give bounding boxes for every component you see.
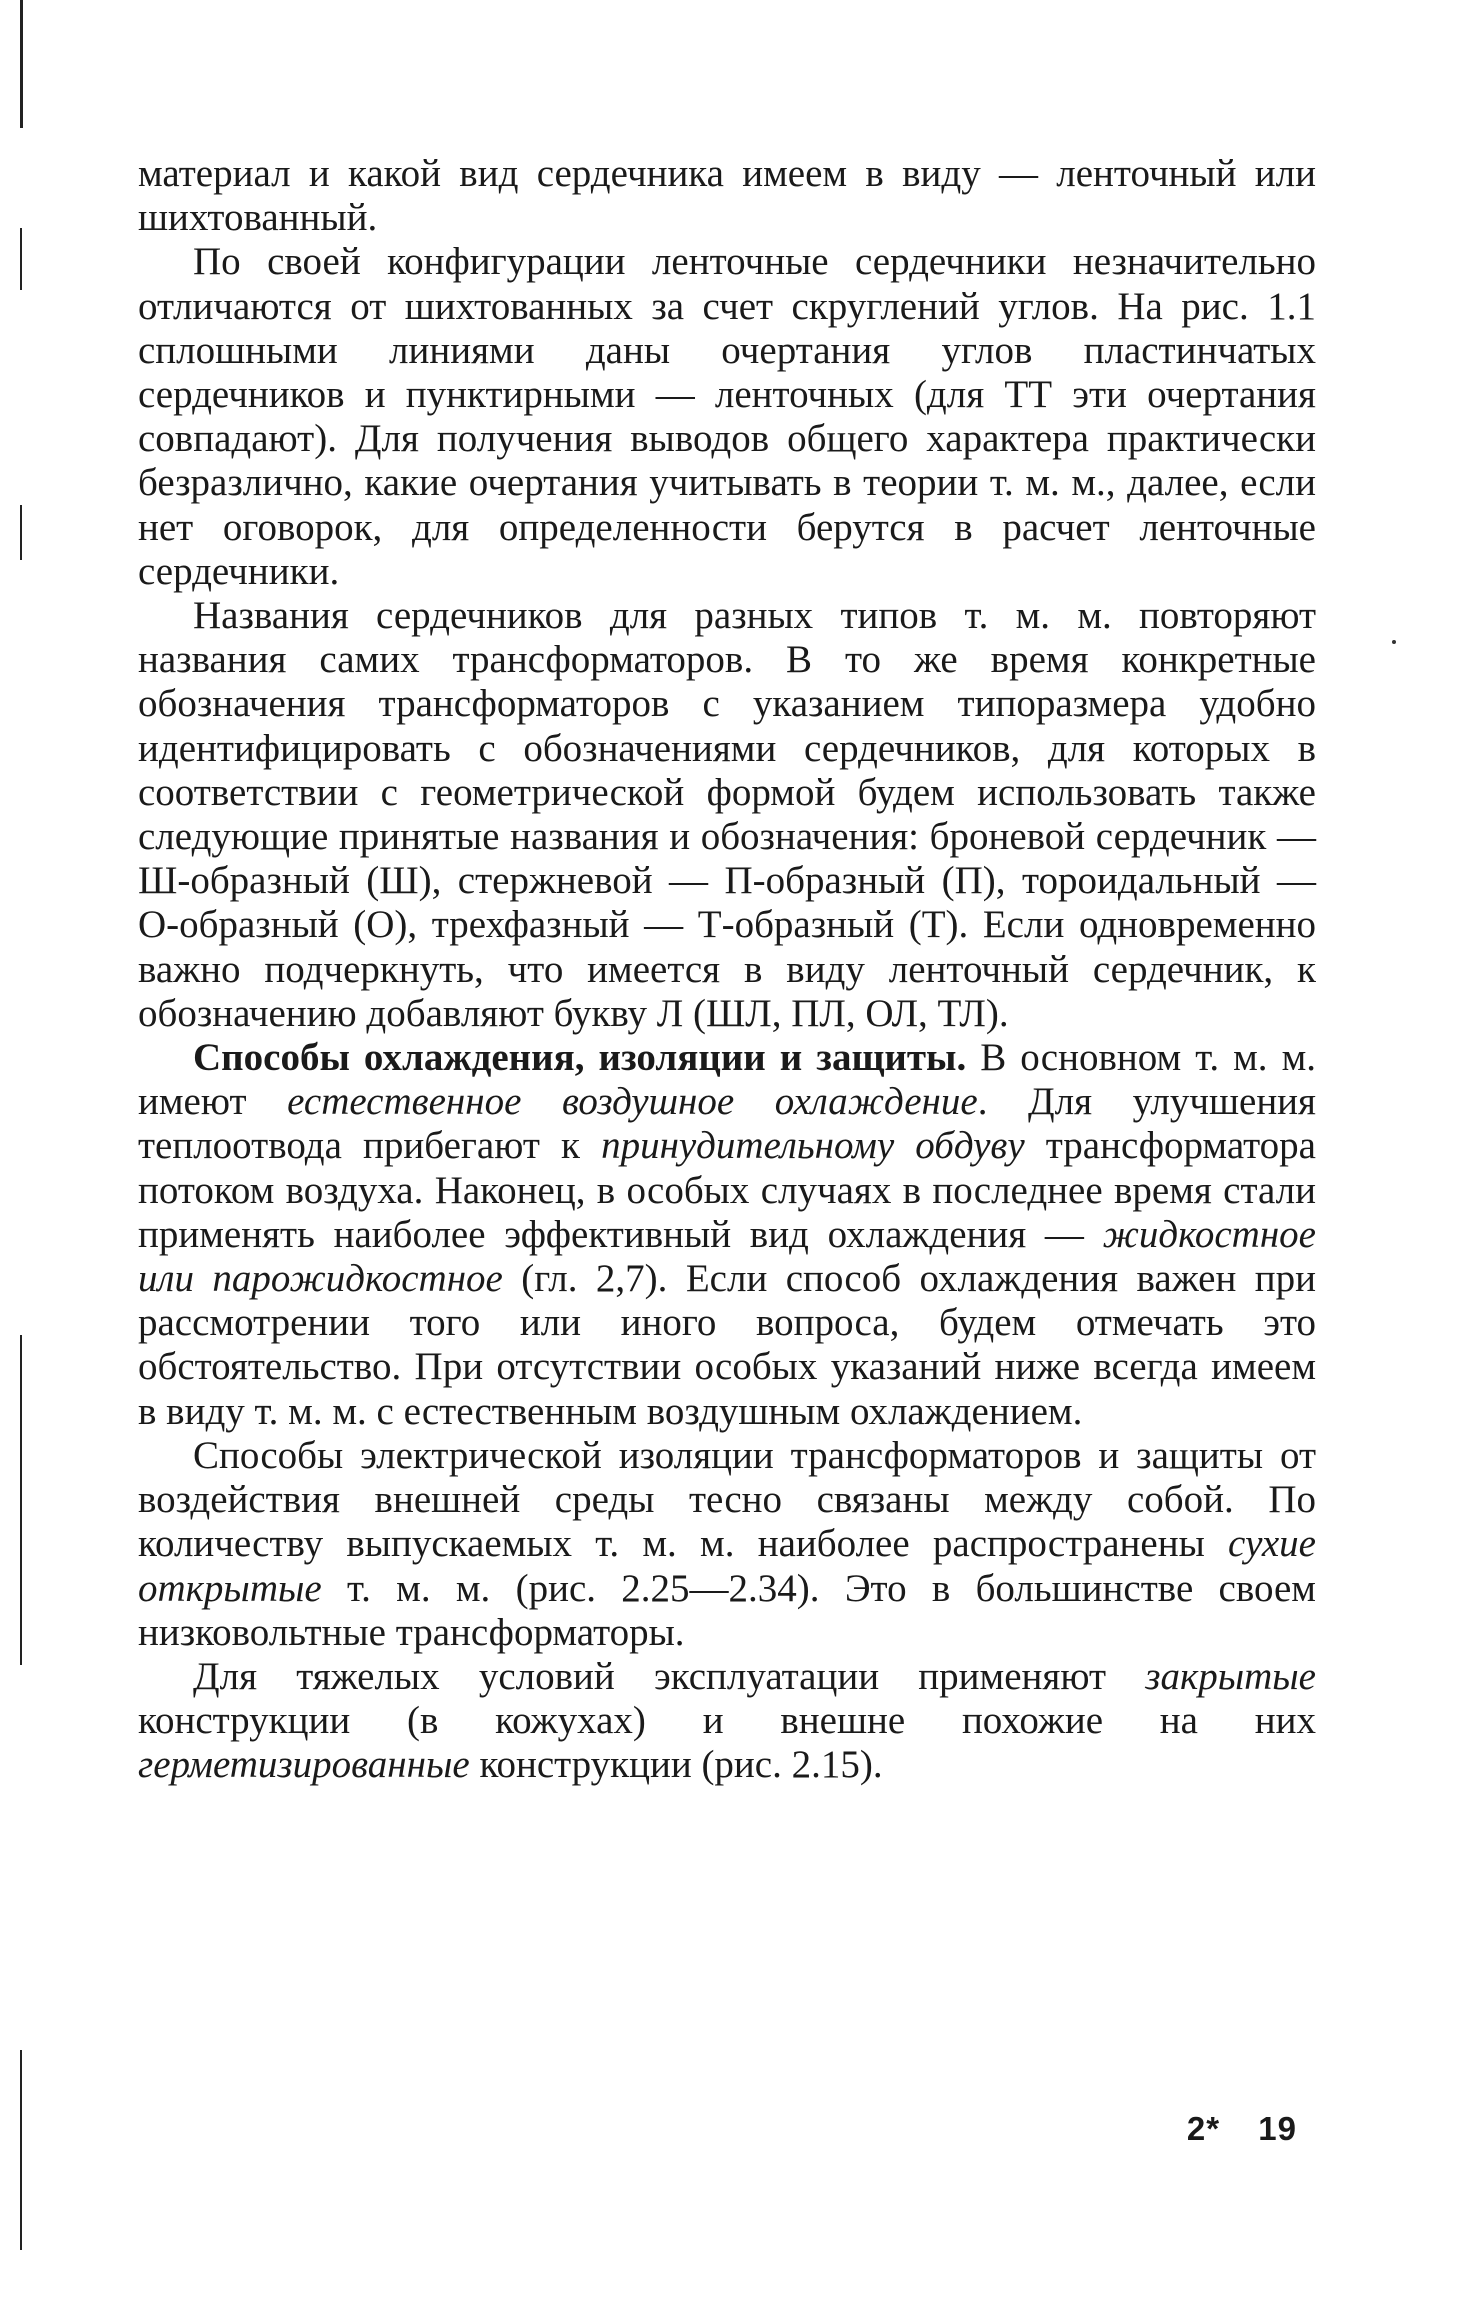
- run-text: По своей конфигурации ленточные сердечники незначительно отличаются от шихтованных за счет скруглений углов. На рис. 1.1 сплошными линиями даны очертания углов пластинчатых сердечников и пунктирными — ленточных (для ТТ эти очертания совпадают). Для получения выводов общего характера практически безразлично, какие очертания учитывать в теории т. м. м., далее, если нет оговорок, для определенности берутся в расчет ленточные сердечники.: [138, 240, 1316, 593]
- run-text: т. м. м. (рис. 2.25—2.34). Это в большинстве своем низковольтные трансформаторы.: [138, 1566, 1316, 1654]
- run-emphasis: принудительному обдуву: [601, 1124, 1025, 1168]
- page-folio: [1187, 2110, 1297, 2148]
- paragraph-harsh-conditions: [138, 1655, 1316, 1788]
- scan-edge-rule-bottom: [20, 1335, 22, 1665]
- page-number: 19: [1258, 2110, 1297, 2147]
- run-text: конструкции (рис. 2.15).: [469, 1743, 883, 1787]
- scan-edge-rule-mid: [20, 228, 22, 290]
- run-text: Для тяжелых условий эксплуатации применяют: [193, 1654, 1146, 1698]
- run-text: трансформатора потоком воздуха. Наконец, в особых случаях в последнее время стали применять наиболее эффективный вид охлаждения —: [138, 1124, 1316, 1256]
- paragraph-continuation: [138, 152, 1316, 240]
- run-text: . Для улучшения теплоотвода прибегают к: [138, 1080, 1316, 1168]
- scan-edge-rule-lower: [20, 505, 22, 560]
- run-emphasis: жидкостное или парожидкостное: [138, 1212, 1316, 1301]
- run-text: материал и какой вид сердечника имеем в виду — ленточный или шихтованный.: [138, 152, 1316, 240]
- paragraph-core-names: [138, 594, 1316, 1036]
- run-text: Способы электрической изоляции трансформаторов и защиты от воздействия внешней среды тесно связаны между собой. По количеству выпускаемых т. м. м. наиболее распространены: [138, 1433, 1316, 1566]
- run-text: Названия сердечников для разных типов т. м. м. повторяют названия самих трансформаторов. В то же время конкретные обозначения трансформаторов с указанием типоразмера удобно идентифицировать с обозначениями сердечников, для которых в соответствии с геометрической формой будем использовать также следующие принятые названия и обозначения: броневой сердечник — Ш-образный (Ш), стержневой — П-образный (П), тороидальный — О-образный (О), трехфазный — Т-образный (Т). Если одновременно важно подчеркнуть, что имеется в виду ленточный сердечник, к обозначению добавляют букву Л (ШЛ, ПЛ, ОЛ, ТЛ).: [138, 594, 1316, 1035]
- page-body: [138, 152, 1316, 1788]
- paragraph-cooling-methods: [138, 1036, 1316, 1434]
- scan-edge-rule-footer: [20, 2050, 22, 2250]
- run-text: В основном т. м. м. имеют: [138, 1036, 1316, 1124]
- paragraph-core-configuration: [138, 240, 1316, 594]
- scan-speck: [1392, 640, 1396, 644]
- scan-edge-rule-top: [20, 0, 23, 128]
- signature-mark: 2*: [1186, 2110, 1221, 2147]
- run-emphasis: герметизированные: [138, 1743, 470, 1787]
- paragraph-insulation: [138, 1434, 1316, 1655]
- run-text: конструкции (в кожухах) и внешне похожие на них: [138, 1699, 1316, 1743]
- run-text: (гл. 2,7). Если способ охлаждения важен при рассмотрении того или иного вопроса, будем отмечать это обстоятельство. При отсутствии особых указаний ниже всегда имеем в виду т. м. м. с естественным воздушным охлаждением.: [138, 1257, 1316, 1433]
- run-emphasis: естественное воздушное охлаждение: [287, 1080, 978, 1124]
- run-emphasis: сухие открытые: [138, 1522, 1316, 1610]
- run-heading: Способы охлаждения, изоляции и защиты.: [193, 1036, 967, 1080]
- run-emphasis: закрытые: [1145, 1654, 1316, 1698]
